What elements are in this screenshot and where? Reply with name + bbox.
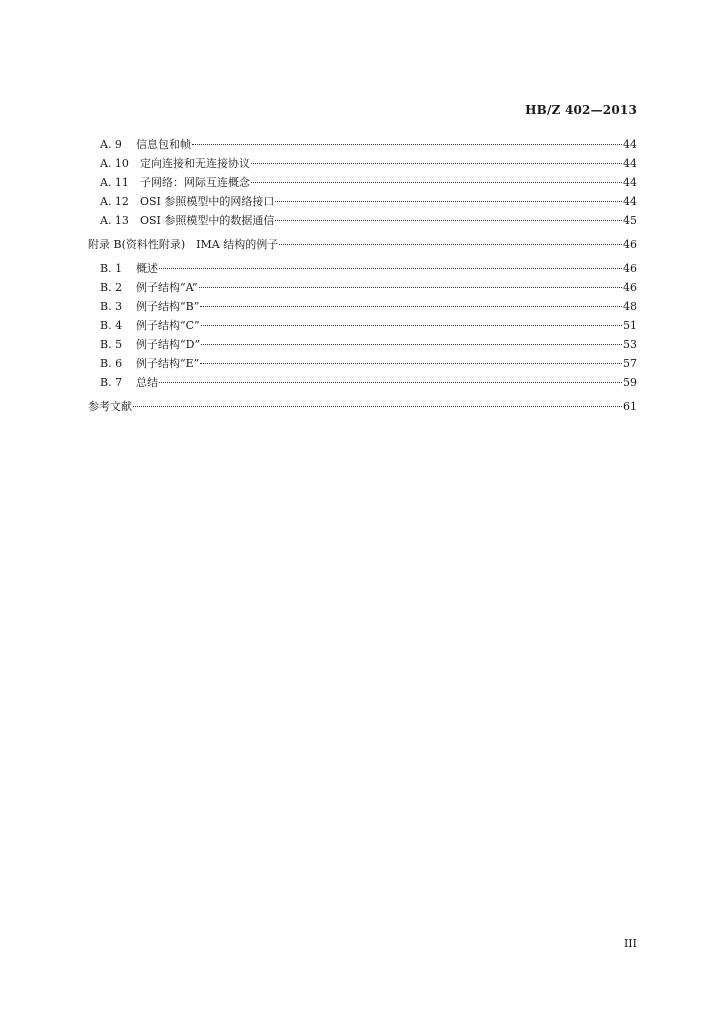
toc-entry[interactable]	[88, 316, 637, 335]
dot-leader	[251, 176, 622, 183]
toc-entry-title: 参考文献	[88, 400, 132, 413]
toc-entry-title: 例子结构“E”	[136, 357, 200, 370]
toc-entry-title: 附录 B(资料性附录) IMA 结构的例子	[88, 238, 279, 251]
toc-entry-number: A. 13	[100, 214, 129, 227]
dot-leader	[201, 319, 622, 326]
dot-leader	[201, 338, 622, 345]
toc-entry[interactable]	[88, 354, 637, 373]
toc-entry-page: 46	[623, 238, 637, 251]
toc-entry[interactable]	[88, 278, 637, 297]
toc-entry-page: 46	[623, 262, 637, 275]
toc-entry-number: B. 4	[100, 319, 123, 332]
toc-entry-title: OSI 参照模型中的网络接口	[140, 195, 275, 208]
toc-entry-number: B. 5	[100, 338, 123, 351]
toc-entry-page: 53	[623, 338, 637, 351]
table-of-contents	[88, 135, 637, 416]
toc-entry-number: B. 3	[100, 300, 123, 313]
toc-entry-references[interactable]	[88, 397, 637, 416]
dot-leader	[251, 157, 622, 164]
toc-entry-page: 57	[623, 357, 637, 370]
dot-leader	[279, 238, 622, 245]
dot-leader	[199, 281, 622, 288]
dot-leader	[200, 300, 622, 307]
toc-entry-number: A. 10	[100, 157, 129, 170]
toc-entry[interactable]	[88, 135, 637, 154]
toc-entry-title: OSI 参照模型中的数据通信	[140, 214, 275, 227]
toc-entry-page: 48	[623, 300, 637, 313]
dot-leader	[159, 376, 622, 383]
dot-leader	[159, 262, 622, 269]
dot-leader	[275, 195, 622, 202]
toc-entry[interactable]	[88, 211, 637, 230]
toc-entry-appendix[interactable]	[88, 235, 637, 254]
page-number: III	[623, 937, 637, 950]
toc-entry-number: A. 11	[100, 176, 129, 189]
dot-leader	[133, 400, 622, 407]
toc-entry-page: 45	[623, 214, 637, 227]
dot-leader	[200, 357, 622, 364]
toc-entry-number: B. 2	[100, 281, 123, 294]
toc-entry-title: 例子结构“A”	[136, 281, 198, 294]
toc-entry-title: 例子结构“B”	[136, 300, 200, 313]
toc-entry-number: B. 7	[100, 376, 123, 389]
toc-entry-page: 44	[623, 176, 637, 189]
toc-entry[interactable]	[88, 259, 637, 278]
toc-entry[interactable]	[88, 154, 637, 173]
toc-entry-title: 例子结构“D”	[136, 338, 201, 351]
toc-entry-title: 总结	[136, 376, 158, 389]
toc-entry-page: 51	[623, 319, 637, 332]
toc-entry-page: 61	[623, 400, 637, 413]
toc-entry-number: A. 9	[100, 138, 122, 151]
toc-entry-page: 44	[623, 138, 637, 151]
toc-entry-page: 46	[623, 281, 637, 294]
toc-entry-title: 概述	[136, 262, 158, 275]
toc-entry-number: A. 12	[100, 195, 129, 208]
toc-entry-title: 信息包和帧	[136, 138, 191, 151]
toc-entry-page: 59	[623, 376, 637, 389]
toc-entry[interactable]	[88, 192, 637, 211]
toc-entry-number: B. 6	[100, 357, 123, 370]
toc-entry[interactable]	[88, 373, 637, 392]
toc-entry[interactable]	[88, 297, 637, 316]
document-code: HB/Z 402—2013	[525, 103, 637, 117]
toc-entry-title: 定向连接和无连接协议	[140, 157, 250, 170]
toc-entry-number: B. 1	[100, 262, 123, 275]
dot-leader	[192, 138, 622, 145]
toc-entry-page: 44	[623, 195, 637, 208]
toc-entry-title: 例子结构“C”	[136, 319, 200, 332]
toc-entry[interactable]	[88, 173, 637, 192]
toc-entry-title: 子网络：网际互连概念	[140, 176, 250, 189]
toc-entry[interactable]	[88, 335, 637, 354]
dot-leader	[275, 214, 622, 221]
toc-entry-page: 44	[623, 157, 637, 170]
